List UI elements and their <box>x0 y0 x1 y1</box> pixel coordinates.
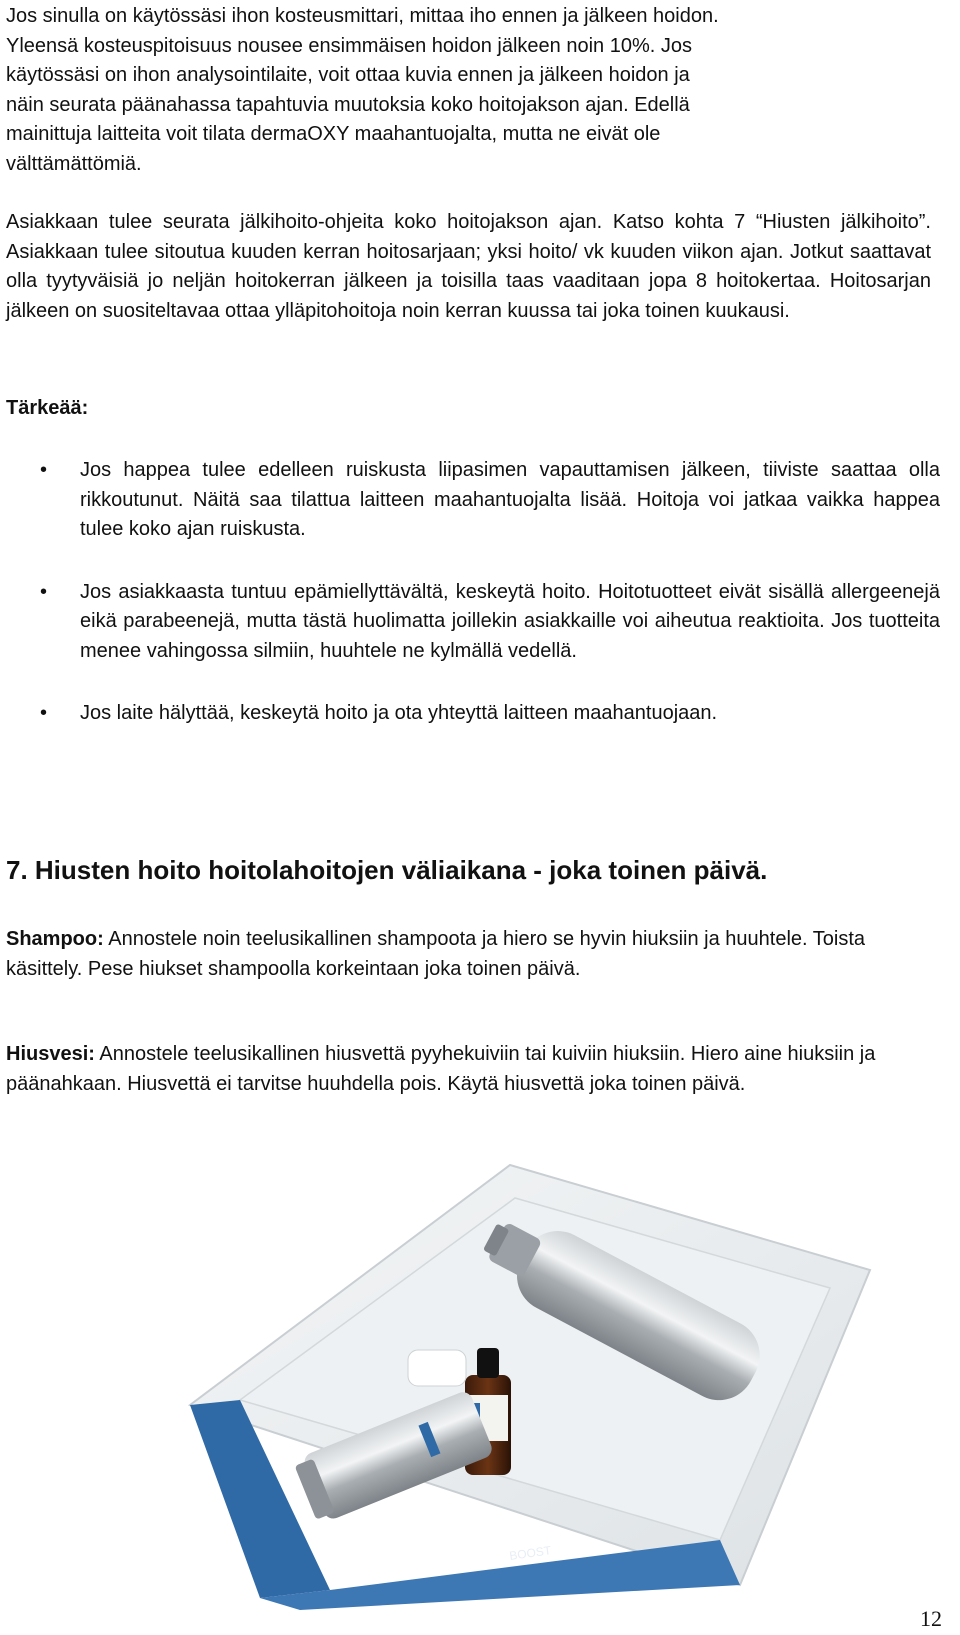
intro-line: Jos sinulla on käytössäsi ihon kosteusmittari, mittaa iho ennen ja jälkeen hoidon. <box>6 5 719 27</box>
aftercare-paragraph: Asiakkaan tulee seurata jälkihoito-ohjeita koko hoitojakson ajan. Katso kohta 7 “Hiusten jälkihoito”. Asiakkaan tulee sitoutua kuuden kerran hoitosarjaan; yksi hoito/ vk kuuden viikon ajan. Jotkut saattavat olla tyytyväisiä jo neljän hoitokerran jälkeen ja toisilla taas vaaditaan jopa 8 hoitokertaa. Hoitosarjan jälkeen on suositeltavaa ottaa ylläpitohoitoja noin kerran kuussa tai joka toinen kuukausi. <box>6 211 931 322</box>
box-label-white <box>403 1507 477 1550</box>
hiusvesi-text: Annostele teelusikallinen hiusvettä pyyhekuiviin tai kuiviin hiuksiin. Hiero aine hiuksiin ja päänahkaan. Hiusvettä ei tarvitse huuhdella pois. Käytä hiusvettä joka toinen päivä. <box>6 1043 876 1095</box>
hiusvesi-paragraph <box>6 1040 936 1099</box>
product-kit-photo <box>180 1120 880 1610</box>
hiusvesi-label: Hiusvesi: <box>6 1043 95 1065</box>
important-heading: Tärkeää: <box>6 397 89 419</box>
intro-line: mainittuja laitteita voit tilata dermaOXY maahantuojalta, mutta ne eivät ole <box>6 123 661 145</box>
shampoo-text: Annostele noin teelusikallinen shampoota ja hiero se hyvin hiuksiin ja huuhtele. Toista käsittely. Pese hiukset shampoolla korkeintaan joka toinen päivä. <box>6 928 866 980</box>
section-7-title: 7. Hiusten hoito hoitolahoitojen väliaikana - joka toinen päivä. <box>6 855 768 885</box>
intro-line: näin seurata päänahassa tapahtuvia muutoksia koko hoitojakson ajan. Edellä <box>6 93 690 116</box>
bullet-icon: • <box>40 580 48 603</box>
important-list <box>0 456 940 729</box>
shampoo-label: Shampoo: <box>6 928 104 950</box>
shampoo-paragraph <box>6 925 936 984</box>
list-item-text: Jos laite hälyttää, keskeytä hoito ja ota yhteyttä laitteen maahantuojaan. <box>80 702 718 724</box>
list-item-text: Jos asiakkaasta tuntuu epämiellyttävältä, keskeytä hoito. Hoitotuotteet eivät sisällä allergeenejä eikä parabeenejä, mutta tästä huolimatta joillekin asiakkaille voi aiheutua reaktioita. Jos tuotteita menee vahingossa silmiin, huuhtele ne kylmällä vedellä. <box>80 580 940 662</box>
list-item <box>0 578 940 667</box>
page-number: 12 <box>920 1606 942 1631</box>
intro-line: Yleensä kosteuspitoisuus nousee ensimmäisen hoidon jälkeen noin 10%. Jos <box>6 34 692 57</box>
intro-line: käytössäsi on ihon analysointilaite, voit ottaa kuvia ennen ja jälkeen hoidon ja <box>6 64 690 86</box>
bullet-icon: • <box>40 459 48 481</box>
list-item-text: Jos happea tulee edelleen ruiskusta liipasimen vapauttamisen jälkeen, tiiviste saattaa olla rikkoutunut. Näitä saa tilattua laitteen maahantuojalta lisää. Hoitoja voi jatkaa vaikka happea tulee koko ajan ruiskusta. <box>80 459 940 540</box>
intro-paragraph <box>6 2 931 179</box>
bullet-icon: • <box>40 702 48 724</box>
box-blue-front <box>260 1540 740 1610</box>
list-item <box>0 456 940 545</box>
intro-line: välttämättömiä. <box>6 152 142 175</box>
box-brand-text: BOOST <box>508 1543 553 1563</box>
list-item <box>0 699 940 729</box>
